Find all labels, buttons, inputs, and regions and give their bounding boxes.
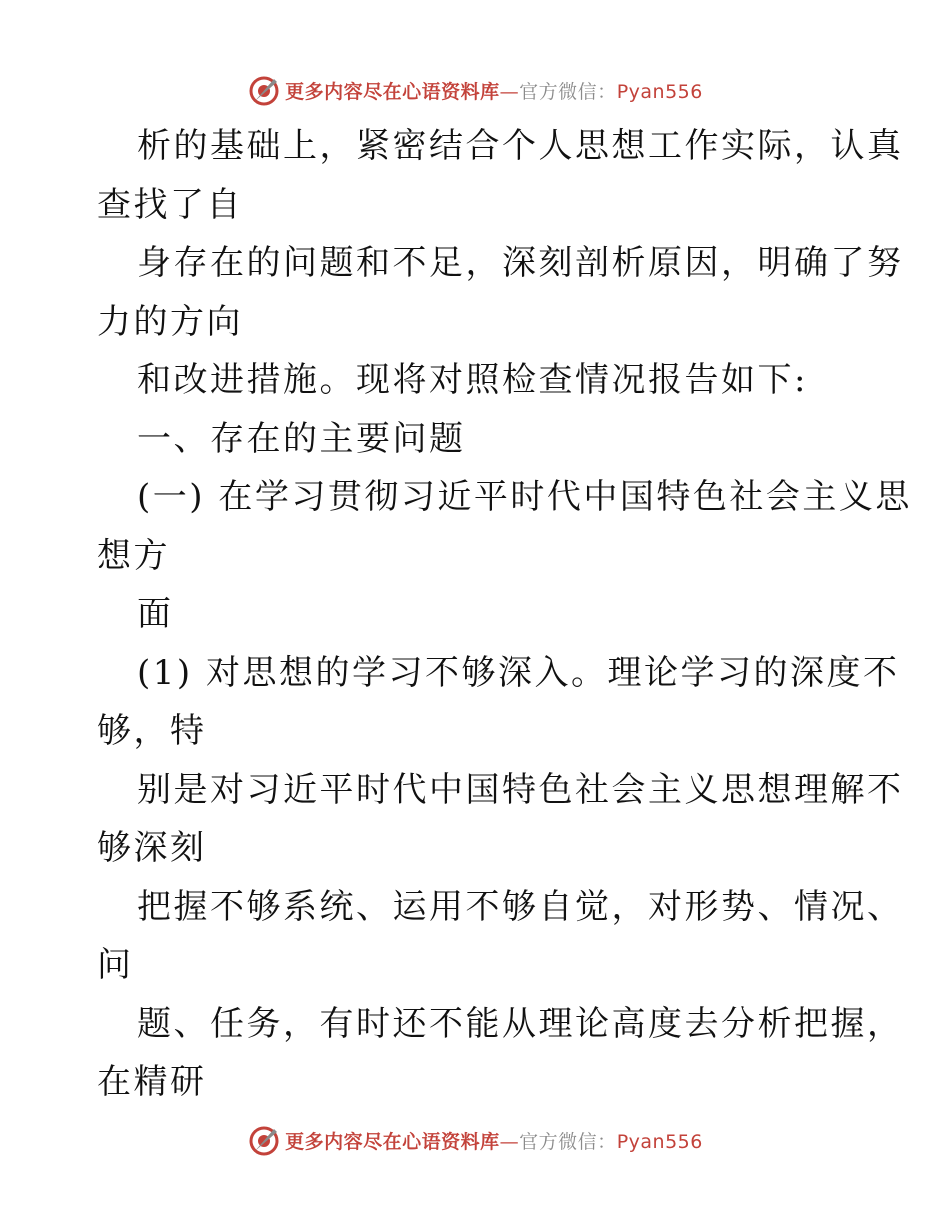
text-line: 想方 xyxy=(97,535,170,576)
footer-text xyxy=(285,1127,703,1154)
quill-logo-icon xyxy=(247,73,281,107)
header-banner xyxy=(0,70,950,110)
document-body xyxy=(97,117,912,1112)
footer-banner xyxy=(0,1120,950,1160)
subsection-heading: (一) 在学习贯彻习近平时代中国特色社会主义思 xyxy=(137,477,912,517)
item-heading: (1) 对思想的学习不够深入。理论学习的深度不 xyxy=(137,652,900,693)
text-line: 和改进措施。现将对照检查情况报告如下: xyxy=(137,360,808,400)
text-line: 把握不够系统、运用不够自觉，对形势、情况、 xyxy=(137,886,904,927)
quill-logo-icon xyxy=(247,1123,281,1157)
header-contact-id: Pyan556 xyxy=(616,80,703,103)
header-dash: — xyxy=(499,80,520,103)
text-line: 别是对习近平时代中国特色社会主义思想理解不 xyxy=(137,769,904,810)
footer-contact-id: Pyan556 xyxy=(616,1130,703,1153)
text-line: 在精研 xyxy=(97,1062,207,1102)
text-line: 析的基础上，紧密结合个人思想工作实际，认真 xyxy=(137,126,904,166)
footer-brand: 更多内容尽在心语资料库 xyxy=(285,1130,500,1153)
text-line: 题、任务，有时还不能从理论高度去分析把握， xyxy=(137,1003,904,1044)
header-brand: 更多内容尽在心语资料库 xyxy=(285,80,500,103)
section-heading: 一、存在的主要问题 xyxy=(137,418,466,459)
text-line: 够深刻 xyxy=(97,828,207,868)
footer-contact-label: 官方微信： xyxy=(519,1130,617,1153)
text-line: 面 xyxy=(137,594,174,634)
text-line: 问 xyxy=(97,945,134,985)
header-text xyxy=(285,77,703,104)
text-line: 身存在的问题和不足，深刻剖析原因，明确了努 xyxy=(137,243,904,283)
header-contact-label: 官方微信： xyxy=(519,80,617,103)
text-line: 够，特 xyxy=(97,711,207,751)
footer-dash: — xyxy=(499,1130,520,1153)
text-line: 查找了自 xyxy=(97,184,243,225)
text-line: 力的方向 xyxy=(97,301,243,342)
